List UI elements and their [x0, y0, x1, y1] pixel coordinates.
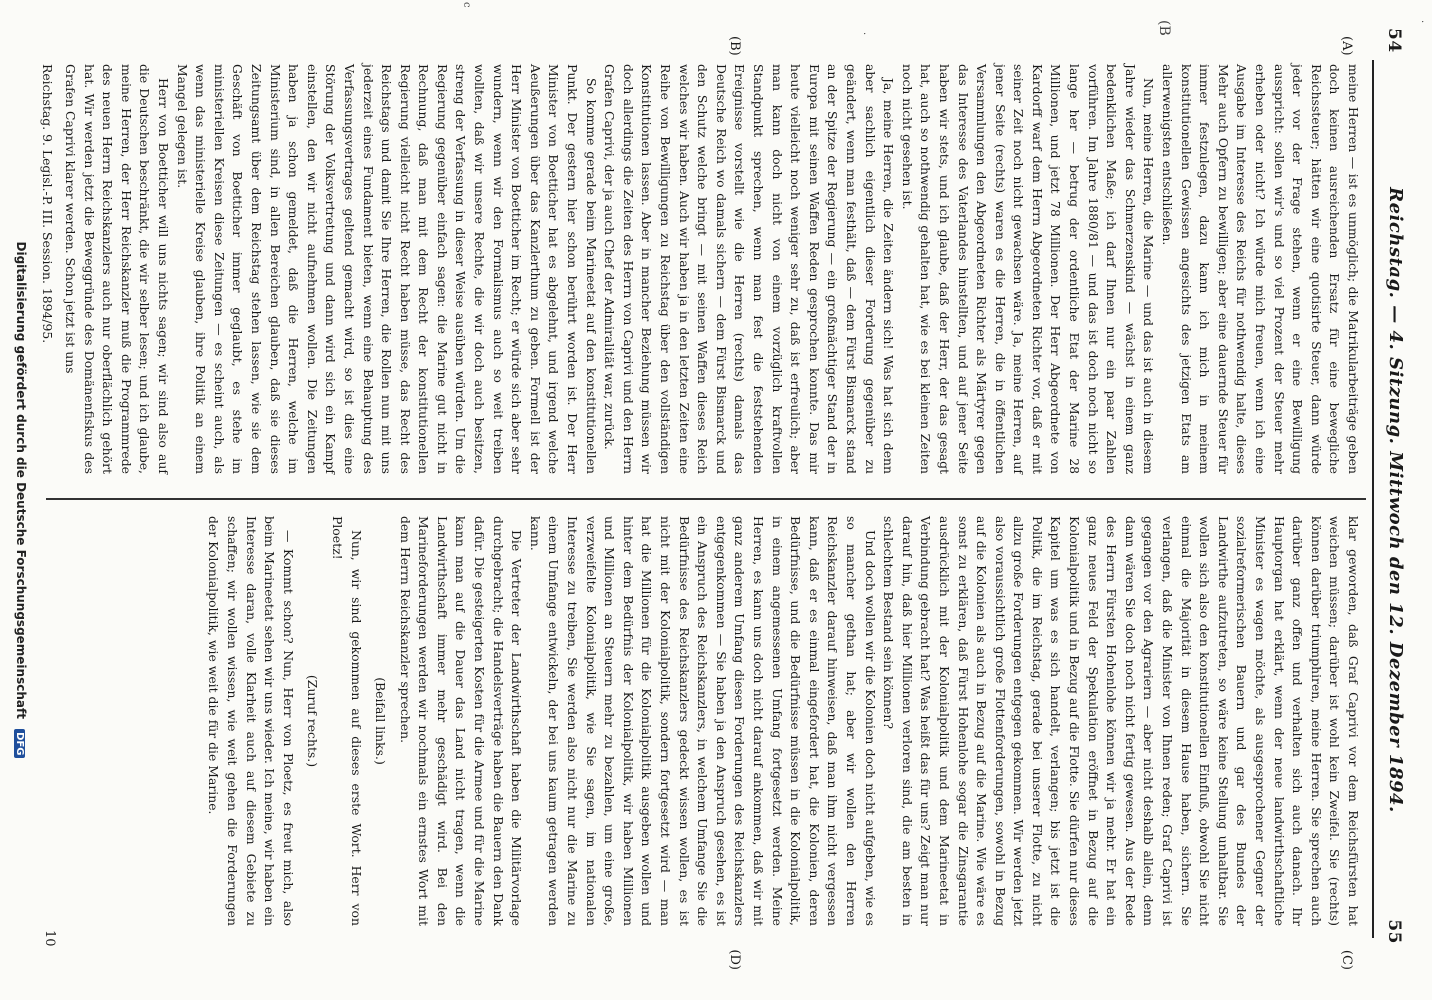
text-column-left	[38, 64, 1362, 474]
applause-note: (Beifall links.)	[373, 677, 389, 765]
margin-marker-d: (D)	[727, 949, 742, 970]
paragraph: Nun, meine Herren, die Marine — und das ist auch in diesem Jahre wieder das Schmerzenskind — wächst in einem ganz bedenklichen Maße; ich darf Ihnen nur ein paar Zahlen vorführen. Im Jahre 1880/81 — und das ist doch noch nicht so lange her — betrug der ordentliche Etat der Marine 28 Millionen, und jetzt 78 Millionen. Der Herr Abgeordnete von Kardorff warf dem Herrn Abgeordneten Richter vor, daß er mit seiner Zeit noch nicht gewachsen wäre. Ja, meine Herren, auf jener Seite (rechts) waren es die Herren, die in öffentlichen Versammlungen den Abgeordneten Richter als Märtyrer gegen das Interesse des Vaterlandes hinstellten, und auf jener Seite haben wir stets, und ich glaube, daß der Herr, der das gesagt hat, auch so nothwendig gehalten hat, wie es bei kleinen Zeiten noch nicht gesehen ist.	[899, 64, 1157, 474]
margin-marker-c: (C)	[1339, 949, 1354, 970]
digitization-footer	[14, 0, 28, 1000]
paragraph: — Kommt schon? Nun, Herr von Ploetz, es freut mich, also beim Marineetat sehen wir uns wieder. Ich meine, wir haben ein Interesse daran, volle Klarheit auch auf diesem Gebiete zu schaffen; wir wollen wissen, wie weit gehen die Forderungen der Kolonialpolitik, wie weit die für die Marine.	[206, 516, 296, 926]
paragraph: Ja, meine Herren, die Zeiten ändern sich! Was hat sich denn aber sachlich eigentlich dieser Forderung gegenüber zu geändert, wenn man festhält, daß — dem Fürst Bismarck stand an der Spitze der Regierung — ein großmächtiger Stand der in Europa mit seinen Waffen Reden gesprochen konnte. Das mir heute vielleicht noch weniger sehr zu, daß ist erfreulich; aber man kann doch nicht von einem vorzüglich kraftvollen Standpunkt sprechen, wenn man fest die feststehenden Ereignisse vorstellt wie die Herren (rechts) damals das Deutsche Reich wo damals sichern — dem Fürst Bismarck und den Schutz welche bringt — mit seinen Waffen dieses Reich welches wir haben. Auch wir haben ja in den letzten Zeiten eine Reihe von Bewilligungen zu Reichstag über den vollständigen Konstitutionen lassen. Aber in mancher Beziehung müssen wir doch allerdings die Zeiten des Herrn von Caprivi und den Herrn Grafen Caprivi, der ja auch Chef der Admiralität war, zurück.	[602, 64, 897, 474]
header-page-right: 55	[1384, 919, 1404, 944]
dfg-logo-icon: DFG	[14, 729, 25, 758]
paragraph: So komme gerade beim Marineetat auf den konstitutionellen Punkt. Der gestern hier schon berührt worden ist. Der Herr Minister von Boetticher hat es abgelehnt, und irgend welche Aeußerungen über das Kanzlerthum zu geben. Formell ist der Herr Minister von Boetticher im Recht; er würde sich aber sehr wundern, wenn wir den Formalismus auch so weit treiben wollten, daß wir unsere Rechte, die wir doch auch besitzen, streng der Verfassung in dieser Weise ausüben würden. Um die Regierung gegenüber einfach sagen: die Marine gut nicht in Rechnung, daß man mit dem Recht der konstitutionellen Regierung vielleicht nicht Recht haben müsse, das Recht des Reichstags und damit Sie Ihre Herren, die Rollen nun mit uns jederzeit eines Fundament bieten, wenn eine Behauptung des Verfassungsvertrages geltend gemacht wird, so ist dies eine Störung der Volksvertretung und dann wird sich ein Kampf einstellen, den wir nicht aufnehmen wollen. Die Zeitungen haben ja schon gemeldet, daß die Herren, welche im Ministerium sind, in allen Bereichen glauben, daß sie dieses Zeitungsamt über dem Reichstag stehen lassen, wie sie dem Geschäft von Boetticher immer geglaubt, es stehe im ministeriellen Kreisen diese Zeitungen — es scheint auch, als wenn das ministerielle Kreise glauben, ihre Politik an einem Mangel gelegen ist.	[174, 64, 599, 474]
margin-marker-b: (B)	[727, 36, 742, 56]
paragraph: Nun, wir sind gekommen auf dieses erste Wort. Herr von Ploetz!	[329, 516, 364, 926]
gutter-mark: c	[461, 2, 472, 8]
paragraph: klar geworden, daß Graf Caprivi vor dem Reichsfürsten hat weichen müssen; darüber ist wohl kein Zweifel. Sie (rechts) können darüber triumphiren, meine Herren. Sie sprechen auch darüber ganz offen und verhalten sich auch danach. Ihr Hauptorgan hat erklärt, wenn der neue landwirthschaftliche Minister es wagen möchte, als ausgesprochener Gegner der sozialreformerischen Bauern und gar des Bundes der Landwirthe aufzutreten, so wäre keine Stellung unhaltbar. Sie wollen sich also den konstitutionellen Einfluß, obwohl Sie nicht einmal die Majorität in diesem Hause haben, sichern. Sie verlangen, daß die Minister von Ihnen reden; Graf Caprivi ist gegangen vor den Agrariern — aber nicht deshalb allein, denn dann wären Sie doch noch nicht fertig gewesen. Aus der Rede des Herrn Fürsten Hohenlohe können wir ja mehr. Er hat ein ganz neues Feld der Spekulation eröffnet in Bezug auf die Kolonialpolitik und in Bezug auf die Flotte. Sie dürfen nur dieses Kapitel um was es sich handelt, verlangen; bis jetzt ist die Politik, die im Reichstag, gerade bei unserer Flotte, zu nicht allzu große Forderungen entgegen gekommen. Wir werden jetzt also voraussichtlich große Flottenforderungen, sowohl in Bezug auf die Kolonien als auch in Bezug auf die Marine. Wie wäre es sonst zu erklären, daß Fürst Hohenlohe sogar die Zinsgarantie ausdrücklich mit der Kolonialpolitik und dem Marineetat in Verbindung gebracht hat? Was heißt das für uns? Zeigt man nur darauf hin, daß hier Millionen verloren sind, die am besten in schlechtem Bestand sein können?	[881, 516, 1361, 926]
page-number: 10	[42, 930, 57, 947]
gutter-mark: .	[1419, 20, 1430, 24]
header-page-left: 54	[1384, 28, 1404, 53]
paragraph: Herr von Boetticher will uns nichts sagen; wir sind also auf die Deutschen beschränkt, die wir selber lesen; und ich glaube, meine Herren, der Herr Reichskanzler muß die Programmrede des neuen Herrn Reichskanzlers auch nur oberflächlich gehört hat. Wir werden jetzt die Beweggründe des Domänenfiskus des Grafen Caprivi klarer werden. Schon jetzt ist uns	[63, 64, 171, 474]
gutter-mark: .	[861, 32, 872, 36]
gutter-mark: (B	[1156, 20, 1172, 36]
header-running-title: Reichstag. — 4. Sitzung. Mittwoch den 12. Dezember 1894.	[1385, 187, 1406, 813]
publication-footer: Reichstag. 9. Legisl.-P. III. Session. 1894/95.	[40, 64, 56, 344]
paragraph: meine Herren — ist es unmöglich; die Matrikularbeiträge geben doch keinen ausreichenden Ersatz für eine bewegliche Reichssteuer; hätten wir eine quotisirte Steuer, dann würde jeder vor der Frage stehen, wenn er eine Bewilligung ausspricht: sollen wir's und so viel Prozent der Steuer mehr erheben oder nicht? Ich würde mich freuen, wenn ich eine Ausgabe im Interesse des Reichs für nothwendig halte, dieses Mehr auch Opfern zu bewilligen; aber eine dauernde Steuer für immer festzulegen, dazu kann ich mich in meinem konstitutionellen Gewissen angesichts des jetzigen Etats am allerwenigsten entschließen.	[1160, 64, 1361, 474]
paragraph: Die Vertreter der Landwirthschaft haben die Militärvorlage durchgebracht; die Handelsverträge haben die Bauern den Dank dafür. Die gesteigerten Kosten für die Armee und für die Marine kann man auf die Dauer das Land nicht tragen, wenn die Landwirthschaft immer mehr geschädigt wird. Bei den Marineforderungen werden wir nochmals ein ernstes Wort mit dem Herrn Reichskanzler sprechen.	[397, 516, 525, 926]
text-column-right	[204, 516, 1362, 926]
interjection-note: (Zuruf rechts.)	[305, 674, 321, 768]
margin-marker-a: (A)	[1339, 36, 1354, 56]
paragraph: Und doch wollen wir die Kolonien doch nicht aufgeben, wie es so mancher gethan hat; aber wir wollen den Herren Reichskanzler darauf hinweisen, daß man ihm nicht vergessen kann, daß er es einmal eingefordert hat, die Kolonien, deren Bedürfnisse, und die Bedürfnisse müssen in die Kolonialpolitik, in einem angemessenen Umfang fortgesetzt werden. Meine Herren, es kann uns doch nicht darauf ankommen, daß wir mit ganz anderem Umfang diesen Forderungen des Reichskanzlers entgegenkommen — Sie haben ja den Anspruch gesehen, es ist ein Anspruch des Reichskanzlers, in welchem Umfange Sie die Bedürfnisse des Reichskanzlers gedeckt wissen wollen, es ist nicht mit der Kolonialpolitik, sondern fortgesetzt wird — man hat die Millionen für die Kolonialpolitik ausgeben wollen und hinter dem Bedürfnis der Kolonialpolitik, wir haben Millionen und Millionen an Steuern mehr zu bezahlen, um eine große, verzweifelte Kolonialpolitik, wie Sie sagen, im nationalen Interesse zu treiben, Sie werden also nicht nur die Marine zu einem Umfange entwickeln, der bei uns kaum getragen werden kann.	[527, 516, 878, 926]
column-divider	[46, 498, 1366, 500]
footer-text: Digitalisierung gefördert durch die Deutsche Forschungsgemeinschaft	[14, 241, 28, 719]
header-rule	[1372, 60, 1374, 938]
